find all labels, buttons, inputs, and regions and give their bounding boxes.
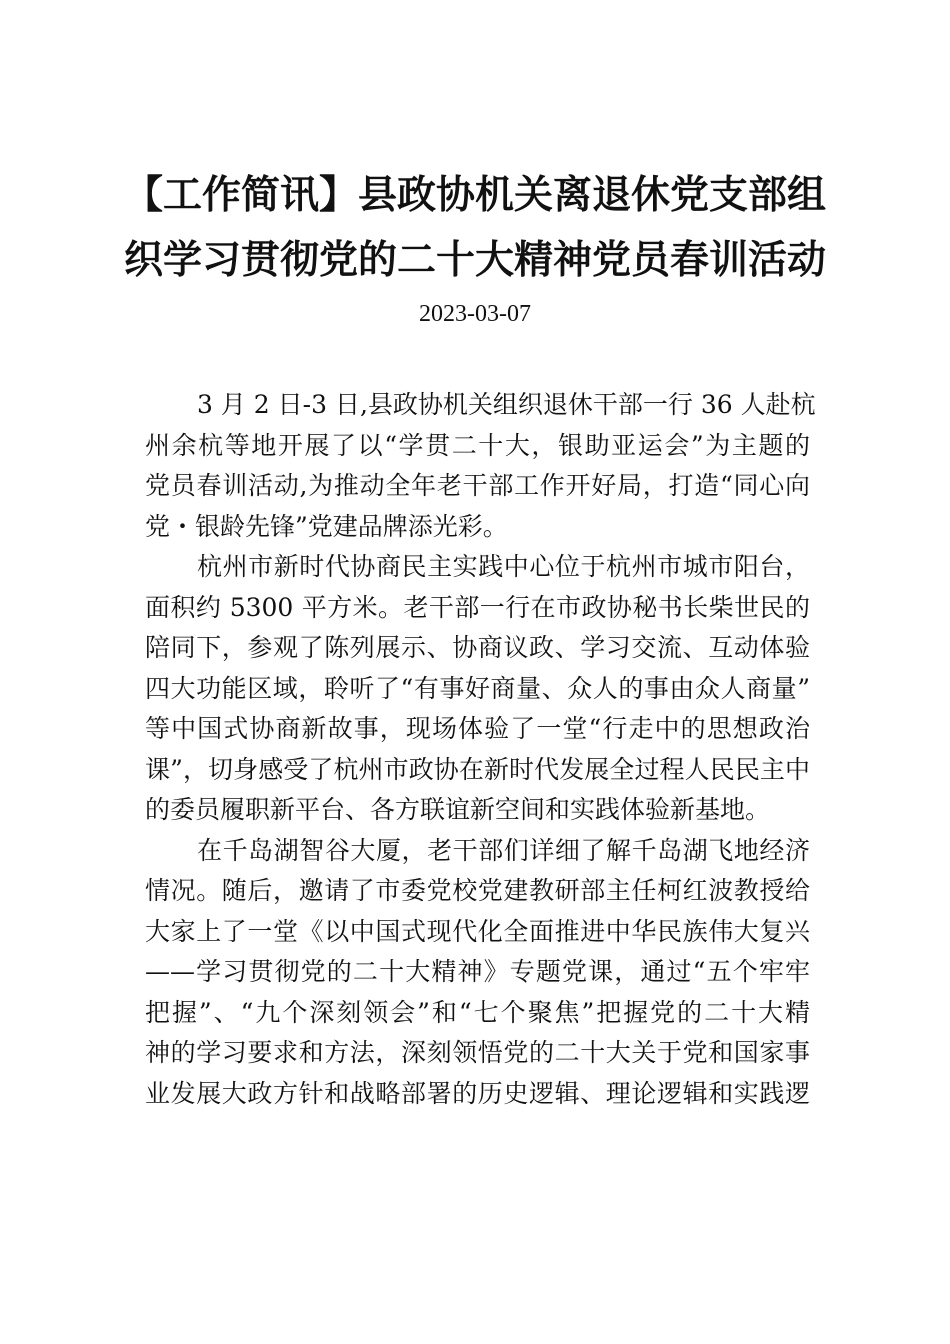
paragraph-2-line: 课”，切身感受了杭州市政协在新时代发展全过程人民民主中 xyxy=(145,754,810,784)
paragraph-2-line: 面积约 5300 平方米。老干部一行在市政协秘书长柴世民的 xyxy=(145,592,810,622)
paragraph-1-line: 州余杭等地开展了以“学贯二十大，银助亚运会”为主题的 xyxy=(145,430,810,460)
paragraph-2-line: 杭州市新时代协商民主实践中心位于杭州市城市阳台， xyxy=(197,552,810,581)
paragraph-2-line: 陪同下，参观了陈列展示、协商议政、学习交流、互动体验 xyxy=(145,633,810,662)
paragraph-2-line: 的委员履职新平台、各方联谊新空间和实践体验新基地。 xyxy=(145,795,771,824)
paragraph-3-line: 神的学习要求和方法，深刻领悟党的二十大关于党和国家事 xyxy=(145,1038,810,1067)
paragraph-3-line: 业发展大政方针和战略部署的历史逻辑、理论逻辑和实践逻 xyxy=(145,1078,810,1108)
article-body xyxy=(145,385,816,1114)
article-title-line: 【工作简讯】县政协机关离退休党支部组 xyxy=(123,172,826,218)
paragraph-1-line: 党・银龄先锋”党建品牌添光彩。 xyxy=(145,511,508,541)
paragraph-2-line: 四大功能区域，聆听了“有事好商量、众人的事由众人商量” xyxy=(145,673,810,703)
paragraph-3-line: 情况。随后，邀请了市委党校党建教研部主任柯红波教授给 xyxy=(145,876,810,905)
paragraph-1-line: 党员春训活动,为推动全年老干部工作开好局，打造“同心向 xyxy=(145,471,810,500)
paragraph-1-line: 3 月 2 日-3 日,县政协机关组织退休干部一行 36 人赴杭 xyxy=(197,390,816,419)
paragraph-2-line: 等中国式协商新故事，现场体验了一堂“行走中的思想政治 xyxy=(145,714,810,743)
paragraph-3-line: 在千岛湖智谷大厦，老干部们详细了解千岛湖飞地经济 xyxy=(197,835,810,865)
article-title xyxy=(110,163,840,293)
article-date: 2023-03-07 xyxy=(419,301,531,327)
paragraph-3-line: ——学习贯彻党的二十大精神》专题党课，通过“五个牢牢 xyxy=(145,957,810,986)
paragraph-3-line: 把握”、“九个深刻领会”和“七个聚焦”把握党的二十大精 xyxy=(145,997,810,1027)
paragraph-3-line: 大家上了一堂《以中国式现代化全面推进中华民族伟大复兴 xyxy=(145,916,810,946)
article-title-line: 织学习贯彻党的二十大精神党员春训活动 xyxy=(123,237,826,283)
